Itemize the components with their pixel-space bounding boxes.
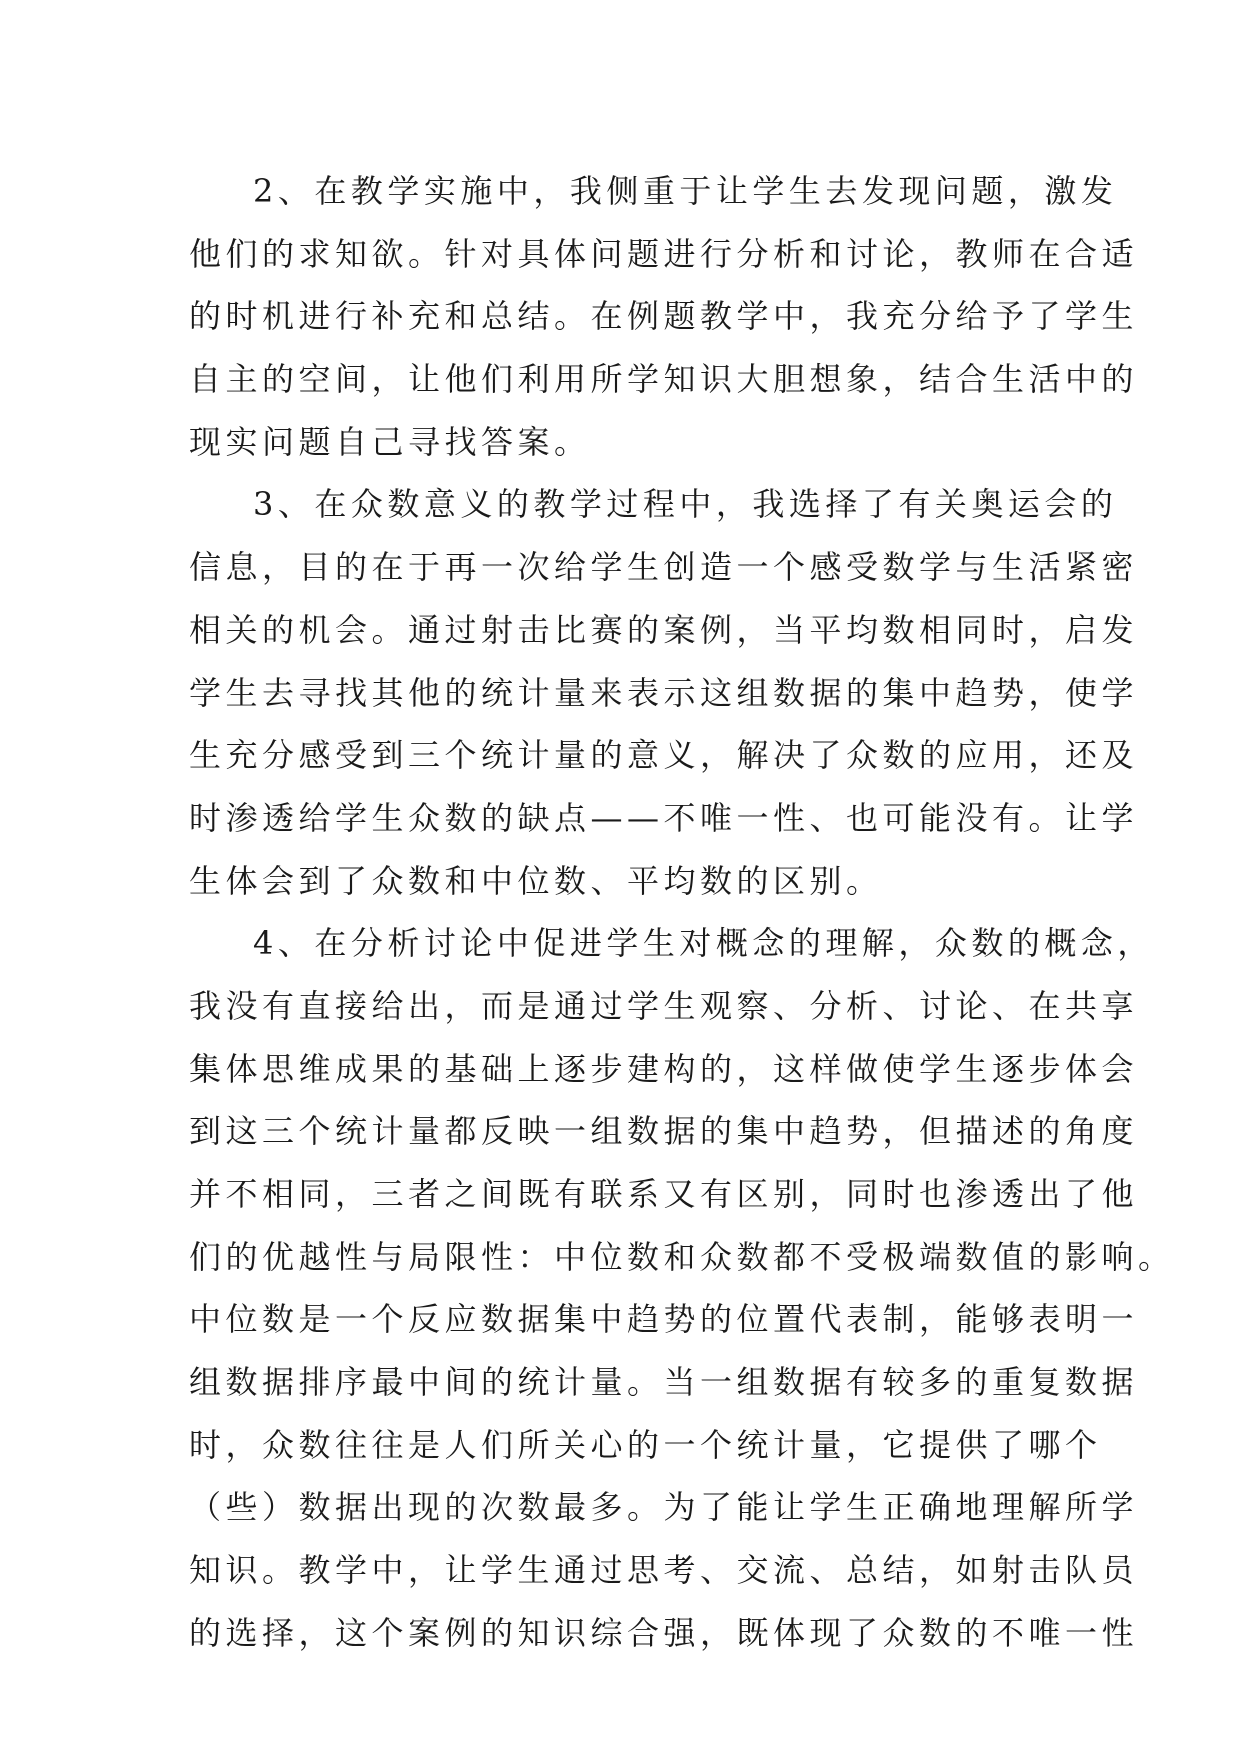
- paragraph-4-line-8: 组数据排序最中间的统计量。当一组数据有较多的重复数据: [189, 1363, 1139, 1402]
- paragraph-2-line-4: 自主的空间，让他们利用所学知识大胆想象，结合生活中的: [189, 360, 1139, 399]
- paragraph-2-line-5: 现实问题自己寻找答案。: [189, 422, 591, 461]
- paragraph-2-line-1: 2、在教学实施中，我侧重于让学生去发现问题，激发: [253, 172, 1118, 210]
- paragraph-4-line-4: 到这三个统计量都反映一组数据的集中趋势，但描述的角度: [189, 1112, 1139, 1151]
- paragraph-3-line-6: 时渗透给学生众数的缺点——不唯一性、也可能没有。让学: [189, 798, 1139, 837]
- paragraph-3-line-7: 生体会到了众数和中位数、平均数的区别。: [189, 861, 883, 900]
- paragraph-3-line-5: 生充分感受到三个统计量的意义，解决了众数的应用，还及: [189, 736, 1139, 775]
- paragraph-4-line-10: （些）数据出现的次数最多。为了能让学生正确地理解所学: [189, 1488, 1139, 1527]
- paragraph-4-line-1: 4、在分析讨论中促进学生对概念的理解，众数的概念，: [253, 924, 1154, 963]
- paragraph-4-line-9: 时，众数往往是人们所关心的一个统计量，它提供了哪个: [189, 1425, 1102, 1464]
- paragraph-3-line-4: 学生去寻找其他的统计量来表示这组数据的集中趋势，使学: [189, 673, 1139, 712]
- paragraph-4-line-3: 集体思维成果的基础上逐步建构的，这样做使学生逐步体会: [189, 1049, 1139, 1088]
- paragraph-3-line-2: 信息，目的在于再一次给学生创造一个感受数学与生活紧密: [189, 548, 1139, 587]
- paragraph-4-line-11: 知识。教学中，让学生通过思考、交流、总结，如射击队员: [189, 1551, 1139, 1590]
- paragraph-3-line-3: 相关的机会。通过射击比赛的案例，当平均数相同时，启发: [189, 610, 1139, 649]
- paragraph-4-line-2: 我没有直接给出，而是通过学生观察、分析、讨论、在共享: [189, 986, 1139, 1025]
- paragraph-4-line-6: 们的优越性与局限性：中位数和众数都不受极端数值的影响。: [189, 1237, 1175, 1276]
- paragraph-4-line-12: 的选择，这个案例的知识综合强，既体现了众数的不唯一性: [189, 1613, 1139, 1652]
- paragraph-4-line-5: 并不相同，三者之间既有联系又有区别，同时也渗透出了他: [189, 1175, 1139, 1213]
- paragraph-4-line-7: 中位数是一个反应数据集中趋势的位置代表制，能够表明一: [189, 1300, 1139, 1339]
- paragraph-2-line-2: 他们的求知欲。针对具体问题进行分析和讨论，教师在合适: [189, 234, 1139, 273]
- paragraph-3-line-1: 3、在众数意义的教学过程中，我选择了有关奥运会的: [253, 485, 1118, 524]
- paragraph-2-line-3: 的时机进行补充和总结。在例题教学中，我充分给予了学生: [189, 297, 1139, 336]
- body-text: [189, 160, 1175, 1665]
